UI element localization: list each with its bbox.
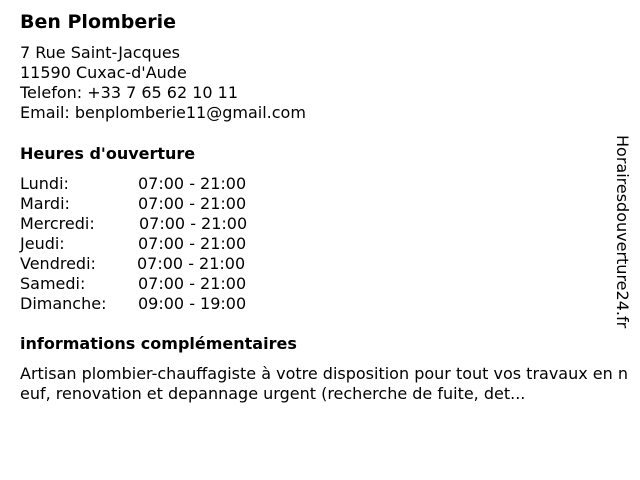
hours-row-sunday — [20, 294, 280, 314]
time-range: 07:00 - 21:00 — [138, 174, 247, 193]
time-range: 07:00 - 21:00 — [139, 214, 248, 233]
site-watermark — [612, 135, 632, 375]
additional-info-heading: informations complémentaires — [20, 334, 297, 353]
hours-row-monday — [20, 174, 280, 194]
opening-hours-list — [20, 174, 280, 314]
time-range: 07:00 - 21:00 — [138, 194, 247, 213]
day-label: Lundi: — [20, 174, 69, 193]
hours-row-friday — [20, 254, 280, 274]
day-label: Samedi: — [20, 274, 86, 293]
day-label: Vendredi: — [20, 254, 96, 273]
day-label: Mercredi: — [20, 214, 95, 233]
day-label: Mardi: — [20, 194, 70, 213]
hours-row-thursday — [20, 234, 280, 254]
business-description: Artisan plombier-chauffagiste à votre disposition pour tout vos travaux en neuf, renovation et depannage urgent (recherche de fuite, det... — [20, 364, 629, 403]
day-label: Dimanche: — [20, 294, 107, 313]
hours-row-saturday — [20, 274, 280, 294]
email-address: Email: benplomberie11@gmail.com — [20, 103, 306, 122]
contact-block — [20, 43, 306, 123]
street-address: 7 Rue Saint-Jacques — [20, 43, 181, 62]
day-label: Jeudi: — [20, 234, 65, 253]
business-name: Ben Plomberie — [20, 11, 177, 33]
time-range: 07:00 - 21:00 — [138, 274, 247, 293]
time-range: 07:00 - 21:00 — [138, 234, 247, 253]
phone-number: Telefon: +33 7 65 62 10 11 — [20, 83, 239, 102]
city-address: 11590 Cuxac-d'Aude — [20, 63, 187, 82]
opening-hours-heading: Heures d'ouverture — [20, 144, 196, 163]
site-name: Horairesdouverture24.fr — [613, 135, 632, 329]
time-range: 07:00 - 21:00 — [137, 254, 246, 273]
time-range: 09:00 - 19:00 — [138, 294, 247, 313]
hours-row-tuesday — [20, 194, 280, 214]
hours-row-wednesday — [20, 214, 280, 234]
